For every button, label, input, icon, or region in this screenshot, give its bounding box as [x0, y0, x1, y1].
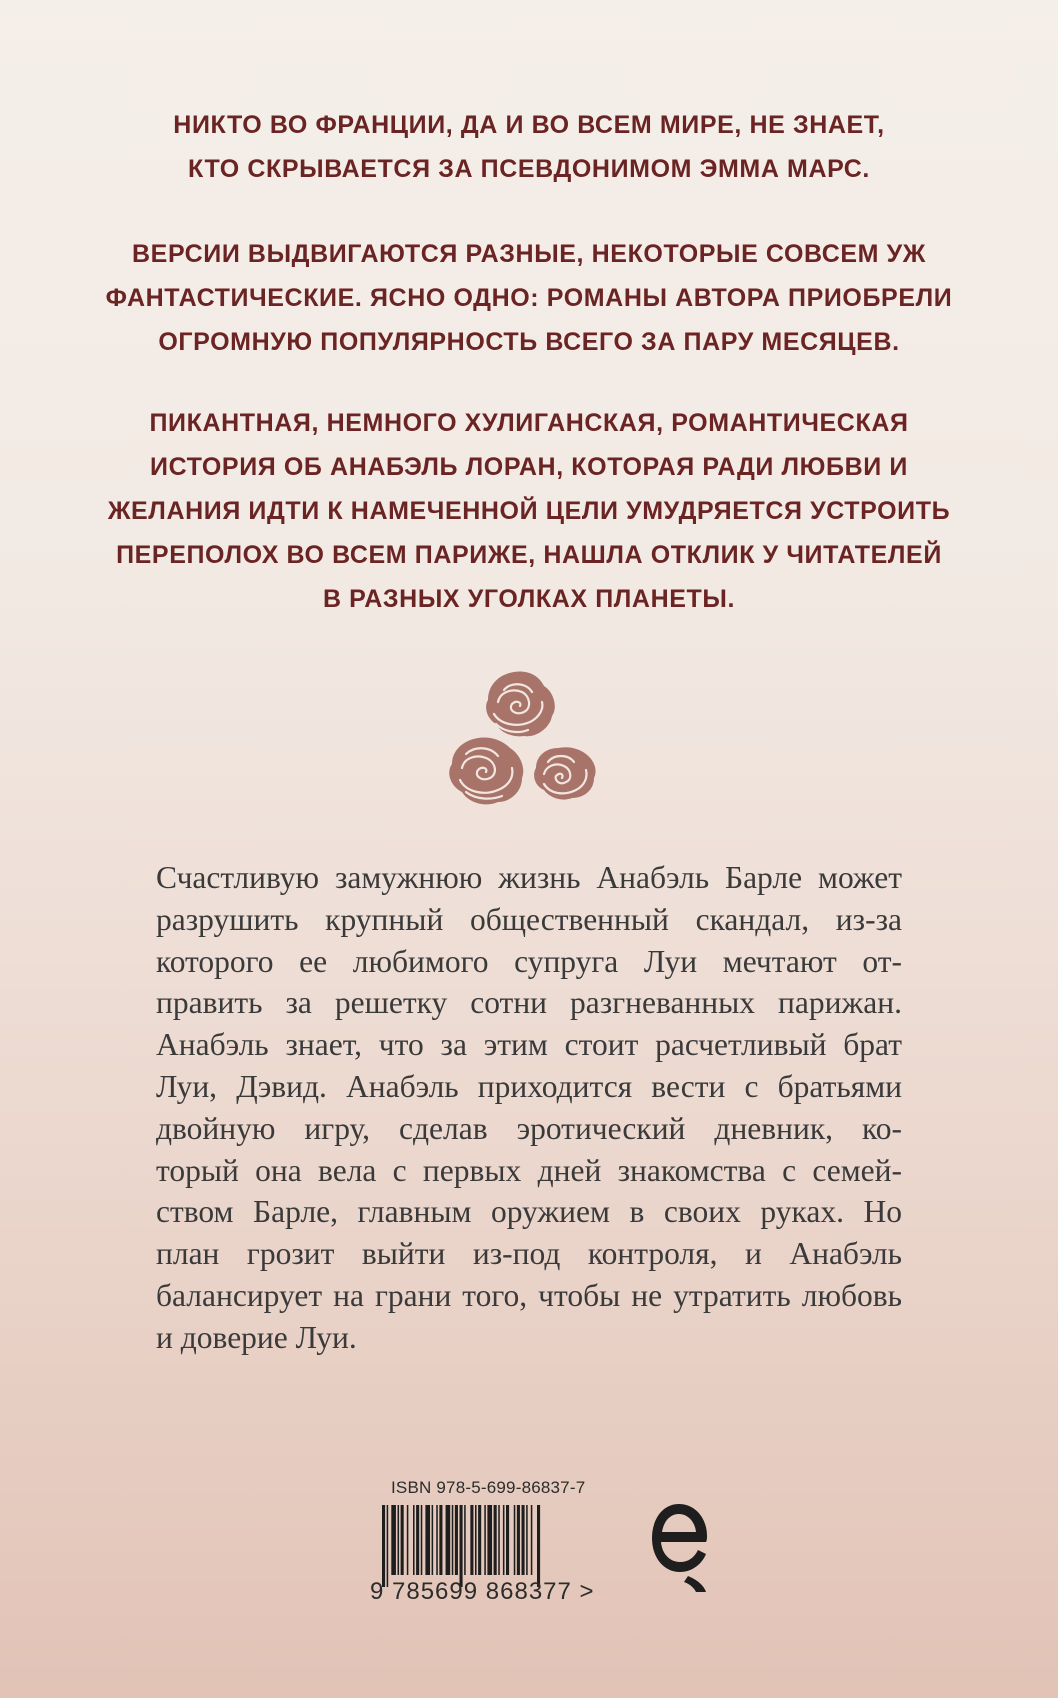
barcode-bar [387, 1505, 389, 1587]
barcode-bar [503, 1505, 505, 1575]
barcode-bar [514, 1505, 516, 1575]
tagline-line: ВЕРСИИ ВЫДВИГАЮТСЯ РАЗНЫЕ, НЕКОТОРЫЕ СОВСЕМ УЖ [132, 240, 926, 268]
barcode-bar [401, 1505, 404, 1575]
tagline-paragraph-1 [80, 103, 978, 191]
isbn-label: ISBN 978-5-699-86837-7 [391, 1478, 586, 1497]
tagline-line: ОГРОМНУЮ ПОПУЛЯРНОСТЬ ВСЕГО ЗА ПАРУ МЕСЯЦЕВ. [158, 328, 900, 356]
synopsis-line: Луи, Дэвид. Анабэль приходится вести с братьями [156, 1068, 902, 1104]
synopsis-line: балансирует на грани того, чтобы не утратить любовь [156, 1277, 902, 1313]
synopsis-line: торый она вела с первых дней знакомства с семей- [156, 1152, 902, 1188]
barcode-bar [439, 1505, 442, 1575]
barcode-bar [398, 1505, 400, 1575]
barcode-bar [517, 1505, 520, 1575]
synopsis-line: разрушить крупный общественный скандал, из-за [156, 901, 902, 937]
barcode-bar [487, 1505, 492, 1575]
tagline-paragraph-3 [80, 401, 978, 621]
three-roses-icon [438, 668, 604, 814]
synopsis-line: которого ее любимого супруга Луи мечтают от- [156, 943, 902, 979]
barcode-bar [436, 1505, 438, 1575]
tagline-line: ИСТОРИЯ ОБ АНАБЭЛЬ ЛОРАН, КОТОРАЯ РАДИ ЛЮБВИ И [150, 453, 908, 481]
barcode-bar [475, 1505, 477, 1575]
barcode-bar [470, 1505, 473, 1575]
barcode-bar [455, 1505, 458, 1575]
barcode-bar [432, 1505, 434, 1575]
barcode-bar [526, 1505, 528, 1575]
barcode-bar [391, 1505, 396, 1575]
synopsis-line: и доверие Луи. [156, 1319, 357, 1355]
barcode-bar [460, 1505, 463, 1587]
synopsis-line: Анабэль знает, что за этим стоит расчетливый брат [156, 1027, 902, 1063]
barcode-bar [522, 1505, 525, 1575]
tagline-line: ЖЕЛАНИЯ ИДТИ К НАМЕЧЕННОЙ ЦЕЛИ УМУДРЯЕТСЯ УСТРОИТЬ [107, 497, 951, 525]
rose-icon [449, 737, 523, 804]
barcode-bar [478, 1505, 481, 1575]
barcode-digits: 9 785699 868377 > [370, 1578, 595, 1605]
barcode-bar [413, 1505, 415, 1575]
tagline-paragraph-2 [80, 232, 978, 364]
barcode-bar [425, 1505, 430, 1575]
tagline-line: В РАЗНЫХ УГОЛКАХ ПЛАНЕТЫ. [322, 585, 736, 613]
barcode-bar [382, 1505, 385, 1587]
synopsis-line: Счастливую замужнюю жизнь Анабэль Барле может [156, 860, 902, 895]
tagline-line: КТО СКРЫВАЕТСЯ ЗА ПСЕВДОНИМОМ ЭММА МАРС. [188, 155, 870, 183]
synopsis-line: ством Барле, главным оружием в своих руках. Но [156, 1194, 902, 1230]
synopsis-line: править за решетку сотни разгневанных парижан. [156, 985, 902, 1021]
rose-icon [486, 672, 555, 737]
tagline-line: НИКТО ВО ФРАНЦИИ, ДА И ВО ВСЕМ МИРЕ, НЕ ЗНАЕТ, [173, 111, 885, 139]
synopsis-text [156, 857, 902, 1359]
synopsis-line: план грозит выйти из-под контроля, и Анабэль [156, 1236, 902, 1272]
barcode-bar [407, 1505, 409, 1575]
barcode-bar [421, 1505, 423, 1575]
barcode-bar [537, 1505, 540, 1587]
barcode-bar [506, 1505, 509, 1575]
barcode-bar [464, 1505, 466, 1575]
synopsis-line: двойную игру, сделав эротический дневник, ко- [156, 1110, 902, 1146]
tagline-line: ПЕРЕПОЛОХ ВО ВСЕМ ПАРИЖЕ, НАШЛА ОТКЛИК У ЧИТАТЕЛЕЙ [116, 541, 942, 569]
eksmo-logo-icon [648, 1498, 710, 1594]
barcode-bar [452, 1505, 454, 1575]
barcode-bar [416, 1505, 419, 1575]
tagline-line: ФАНТАСТИЧЕСКИЕ. ЯСНО ОДНО: РОМАНЫ АВТОРА ПРИОБРЕЛИ [105, 284, 953, 312]
barcode-bar [531, 1505, 533, 1575]
barcode-bar [446, 1505, 451, 1575]
barcode-bar [498, 1505, 500, 1575]
rose-icon [534, 747, 596, 799]
tagline-line: ПИКАНТНАЯ, НЕМНОГО ХУЛИГАНСКАЯ, РОМАНТИЧЕСКАЯ [149, 409, 909, 437]
barcode-bar [494, 1505, 497, 1575]
barcode-bar [484, 1505, 486, 1575]
